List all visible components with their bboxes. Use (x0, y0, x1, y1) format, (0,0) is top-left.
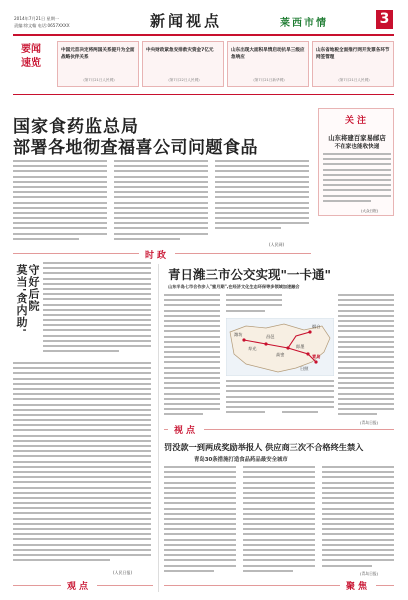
food-body-col-3 (322, 466, 394, 570)
column-headline (13, 264, 40, 354)
column-headline-a: 守好后院 (27, 264, 40, 312)
food-story[interactable] (164, 440, 394, 592)
food-byline: (青岛日报) (360, 571, 379, 576)
map-city-dot (314, 360, 317, 363)
lead-footer-tag: 时政 (139, 248, 175, 261)
bus-body-col-3 (282, 380, 334, 420)
section-title: 新闻视点 (150, 12, 223, 30)
map-city-dot (306, 352, 309, 355)
quicknews-source: (第7月22日人民网) (168, 78, 200, 82)
food-subheadline: 青岛30条措施打造食品药品最安全城市 (194, 457, 288, 463)
map-label: 潍坊 (234, 332, 243, 337)
lead-body-col-2 (114, 160, 208, 248)
quicknews-item[interactable] (312, 41, 394, 87)
quicknews-bar (13, 41, 394, 89)
quicknews-label (13, 43, 49, 85)
lead-story[interactable] (13, 100, 311, 260)
map-label: 即墨 (296, 344, 305, 349)
lead-headline-line2: 部署各地彻查福喜公司问题食品 (13, 138, 258, 158)
bus-byline: (青岛日报) (360, 420, 379, 425)
food-body-col-2 (243, 466, 315, 576)
lead-byline: (人民网) (269, 242, 285, 247)
masthead-rule (13, 34, 394, 36)
map-label: 日照 (300, 366, 309, 371)
quicknews-source: (第7月21日人民网) (338, 78, 370, 82)
food-body-col-1 (164, 466, 236, 576)
column-byline: (人民日报) (113, 570, 133, 575)
quicknews-source: (第7月21日新华网) (253, 78, 285, 82)
map-city-dot (286, 346, 289, 349)
lead-body-col-1 (13, 160, 107, 248)
page-number-badge: 3 (376, 10, 393, 29)
map-label: 寿光 (248, 346, 257, 351)
bus-headline: 青日潍三市公交实现"一卡通" (168, 267, 332, 282)
map-label: 昌邑 (266, 334, 275, 339)
quicknews-list (57, 41, 394, 87)
map-label: 高密 (276, 352, 285, 357)
bus-body-col-2b (226, 380, 282, 420)
quicknews-item[interactable] (142, 41, 224, 87)
paper-name-logo: 莱西市情 (280, 18, 328, 29)
lead-body-col-3 (215, 160, 309, 240)
date-line: 2014年7月21日 星期一 (14, 16, 60, 21)
region-map (226, 318, 334, 376)
quicknews-label-top: 要闻 (21, 44, 41, 55)
quicknews-headline: 中国元首决定将两国关系提升为全面战略伙伴关系 (61, 48, 135, 60)
bus-body-col-4 (338, 294, 394, 422)
section-rule (13, 94, 394, 95)
focus-body (323, 153, 391, 209)
quicknews-headline: 山东省地税全面推行网开发票各环节网签管理 (316, 48, 390, 60)
focus-subheadline: 不在家也能收快递 (334, 144, 380, 150)
bus-subheadline: 山东半岛七市合作步入"蜜月期",在经济文化生态环保等多领域加速融合 (168, 284, 300, 289)
bus-body-col-1 (164, 294, 220, 420)
map-city-dot (242, 338, 245, 341)
food-headline: 罚没款一到两成奖励举报人 供应商三次不合格终生禁入 (164, 442, 364, 452)
masthead (0, 0, 408, 34)
bus-body-col-2 (226, 294, 282, 318)
map-label: 青岛 (312, 354, 321, 359)
lead-headline-line1: 国家食药监总局 (13, 117, 139, 137)
map-city-dot (264, 342, 267, 345)
opinion-column[interactable] (13, 262, 153, 592)
bus-footer-tag: 视点 (168, 423, 204, 436)
quicknews-headline: 中央财政紧急安排救灾资金7亿元 (146, 48, 214, 53)
quicknews-item[interactable] (227, 41, 309, 87)
quicknews-headline: 山东出现大面积旱情启动抗旱三级应急响应 (231, 48, 305, 60)
bus-story[interactable] (164, 262, 394, 434)
focus-label: 关注 (344, 116, 369, 126)
editor-line: 责编:徐文翰 电话:0657XXXX (14, 23, 70, 28)
column-body-top (43, 262, 151, 358)
focus-box[interactable] (318, 108, 394, 216)
column-divider (158, 264, 159, 592)
column-footer-tag: 观点 (61, 579, 97, 592)
quicknews-item[interactable] (57, 41, 139, 87)
quicknews-label-bottom: 速览 (21, 58, 41, 69)
column-headline-b: 莫当'贪内助' (15, 264, 28, 333)
quicknews-source: (第7月21日人民网) (83, 78, 115, 82)
column-body (13, 362, 151, 570)
map-city-dot (308, 330, 311, 333)
food-footer-tag: 聚焦 (340, 579, 376, 592)
focus-headline: 山东将建百家易邮店 (328, 134, 386, 142)
focus-byline: (大众日报) (361, 209, 379, 213)
map-label: 烟台 (312, 324, 321, 329)
